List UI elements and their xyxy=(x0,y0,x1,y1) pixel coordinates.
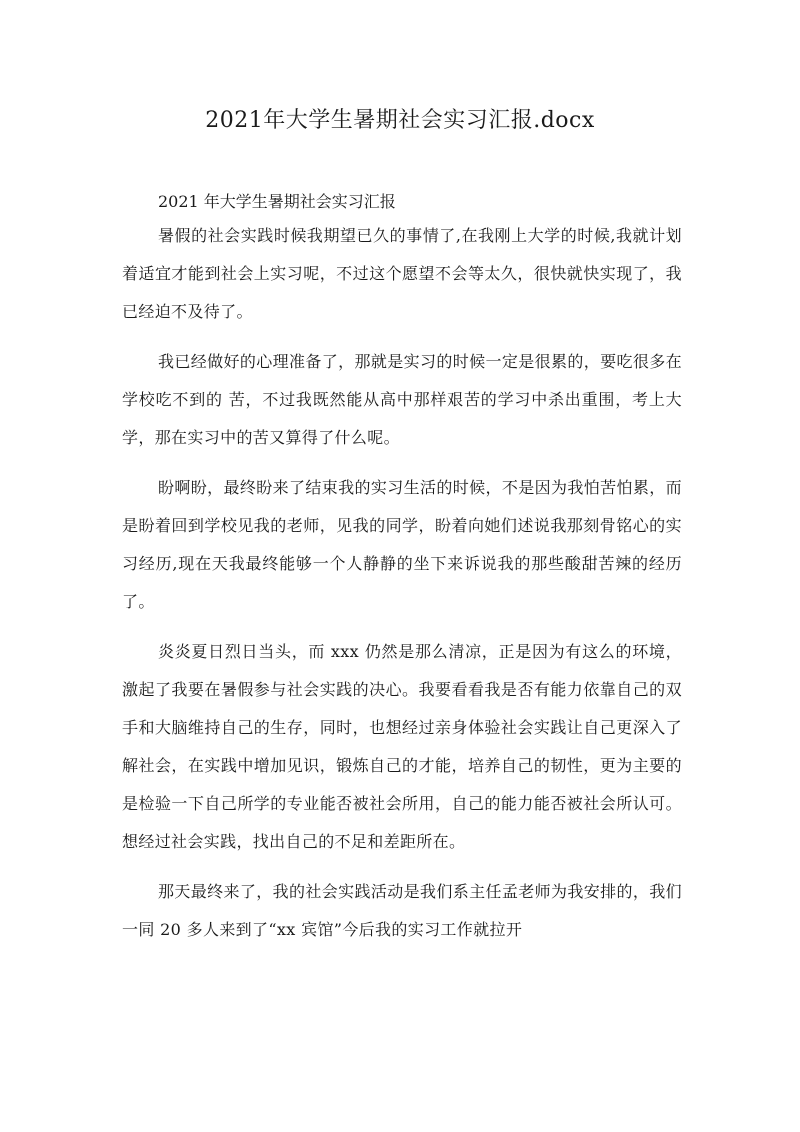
document-body xyxy=(122,187,682,949)
paragraph-1: 暑假的社会实践时候我期望已久的事情了,在我刚上大学的时候,我就计划着适宜才能到社会上实习呢，不过这个愿望不会等太久，很快就快实现了，我已经迫不及待了。 xyxy=(122,226,682,321)
paragraph-4: 炎炎夏日烈日当头，而 xxx 仍然是那么清凉，正是因为有这么的环境，激起了我要在暑假参与社会实践的决心。我要看看我是否有能力依靠自己的双手和大脑维持自己的生存，同时，也想经过亲身体验社会实践让自己更深入了解社会，在实践中增加见识，锻炼自己的才能，培养自己的韧性，更为主要的是检验一下自己所学的专业能否被社会所用，自己的能力能否被社会所认可。想经过社会实践，找出自己的不足和差距所在。 xyxy=(122,642,682,851)
document-subtitle: 2021 年大学生暑期社会实习汇报 xyxy=(158,192,396,211)
paragraph-gap xyxy=(122,457,682,469)
paragraph-gap xyxy=(122,861,682,873)
paragraph-gap xyxy=(122,331,682,343)
paragraph-gap xyxy=(122,621,682,633)
document-title: 2021年大学生暑期社会实习汇报.docx xyxy=(205,108,595,133)
paragraph-2: 我已经做好的心理准备了，那就是实习的时候一定是很累的，要吃很多在学校吃不到的 苦，不过我既然能从高中那样艰苦的学习中杀出重围，考上大学，那在实习中的苦又算得了什么呢。 xyxy=(122,352,682,447)
paragraph-5: 那天最终来了，我的社会实践活动是我们系主任孟老师为我安排的，我们一同 20 多人来到了“xx 宾馆”今后我的实习工作就拉开 xyxy=(122,882,682,939)
paragraph-3: 盼啊盼，最终盼来了结束我的实习生活的时候，不是因为我怕苦怕累，而是盼着回到学校见我的老师，见我的同学，盼着向她们述说我那刻骨铭心的实习经历,现在天我最终能够一个人静静的坐下来诉说我的那些酸甜苦辣的经历了。 xyxy=(122,478,682,611)
